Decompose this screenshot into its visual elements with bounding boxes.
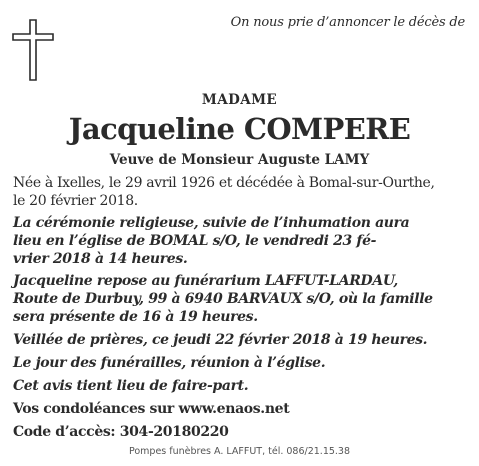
funeral-home-line-3: sera présente de 16 à 19 heures. [13,309,258,325]
reunion-line [13,354,473,372]
ceremony-line-1: La cérémonie religieuse, suivie de l’inhumation aura [13,215,410,231]
faire-part-text: Cet avis tient lieu de faire-part. [13,378,249,394]
condolences-line [13,400,473,418]
ceremony-paragraph [13,214,473,268]
ceremony-line-3: vrier 2018 à 14 heures. [13,251,188,267]
announcement-intro: On nous prie d’annoncer le décès de [230,15,465,30]
vigil-text: Veillée de prières, ce jeudi 22 février 2018 à 19 heures. [13,332,428,348]
funeral-home-line-2: Route de Durbuy, 99 à 6940 BARVAUX s/O, où la famille [13,291,433,307]
birth-death-paragraph [13,174,473,210]
notice-body [13,174,473,441]
deceased-name: Jacqueline COMPERE [68,112,411,146]
funeral-home-paragraph [13,272,473,326]
funeral-director-footer: Pompes funèbres A. LAFFUT, tél. 086/21.15.38 [128,446,351,457]
ceremony-line-2: lieu en l’église de BOMAL s/O, le vendredi 23 fé- [13,233,377,249]
condolences-text: Vos condoléances sur www.enaos.net [13,401,290,417]
access-code-line [13,423,473,441]
birth-line-2: le 20 février 2018. [13,193,138,209]
access-code-text: Code d’accès: 304-20180220 [13,424,229,440]
latin-cross-icon [12,19,54,81]
birth-line-1: Née à Ixelles, le 29 avril 1926 et décédée à Bomal-sur-Ourthe, [13,175,435,191]
faire-part-line [13,377,473,395]
salutation: MADAME [201,92,278,108]
vigil-line [13,331,473,349]
reunion-text: Le jour des funérailles, réunion à l’église. [13,355,326,371]
funeral-home-line-1: Jacqueline repose au funérarium LAFFUT-LARDAU, [13,273,398,289]
widow-of-line: Veuve de Monsieur Auguste LAMY [109,152,370,168]
